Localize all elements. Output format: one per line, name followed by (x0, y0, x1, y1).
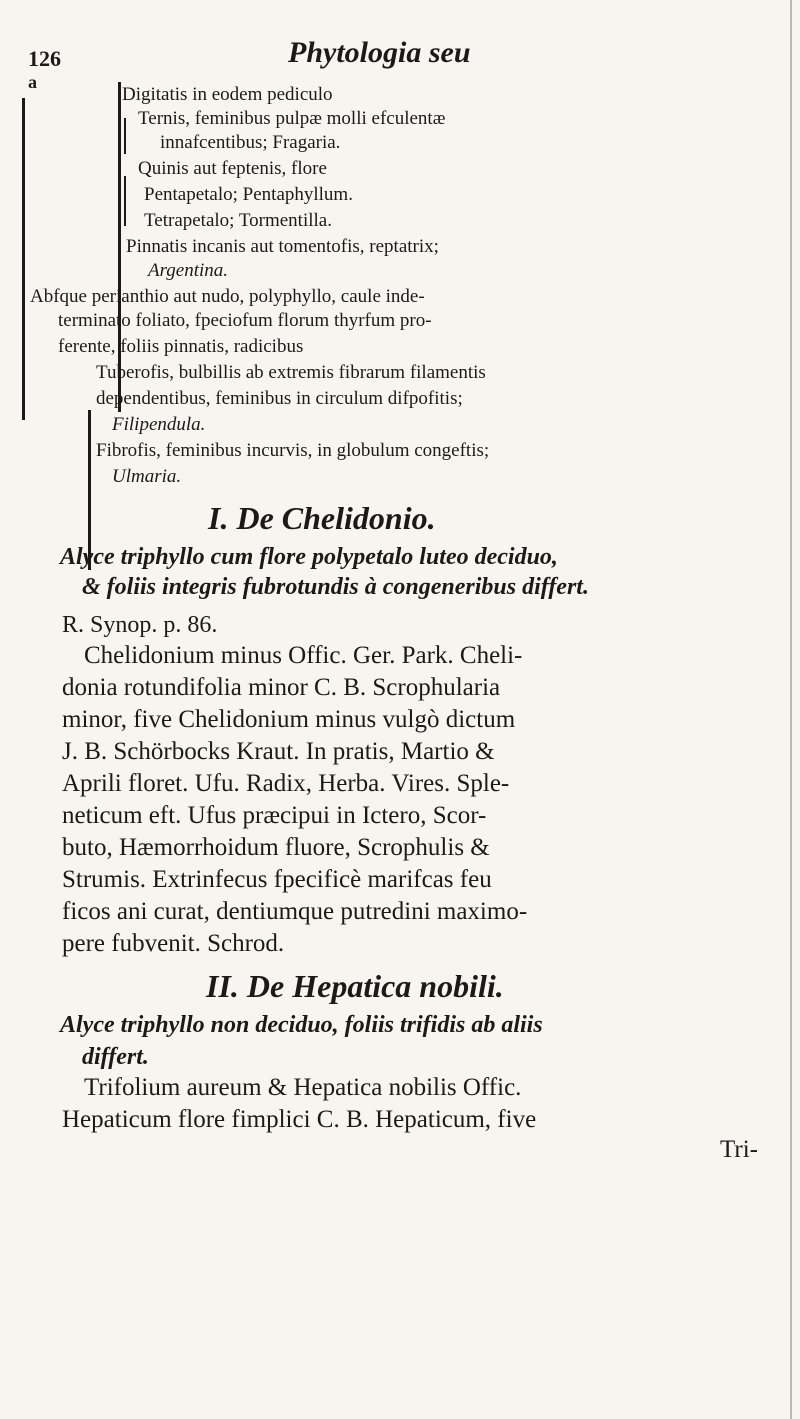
key-line-15: Fibrofis, feminibus incurvis, in globulum congeftis; (96, 440, 490, 461)
section1-body-line-9: Strumis. Extrinfecus fpecificè marifcas feu (62, 866, 492, 893)
key-line-1: Digitatis in eodem pediculo (122, 84, 333, 105)
section1-body-line-8: buto, Hæmorrhoidum fluore, Scrophulis & (62, 834, 490, 861)
key-brace-outer (22, 98, 25, 420)
key-line-10: terminato foliato, fpeciofum florum thyrfum pro- (58, 310, 432, 331)
section2-body-line-1: Trifolium aureum & Hepatica nobilis Offic. (84, 1074, 522, 1101)
side-letter: a (28, 72, 37, 92)
section1-body-line-4: minor, five Chelidonium minus vulgò dictum (62, 706, 516, 733)
section2-desc-line2: differt. (82, 1044, 149, 1070)
catchword: Tri- (720, 1136, 758, 1163)
section1-body-line-2: Chelidonium minus Offic. Ger. Park. Cheli- (84, 642, 523, 669)
section1-heading: I. De Chelidonio. (208, 500, 436, 536)
key-line-7: Pinnatis incanis aut tomentofis, reptatrix; (126, 236, 439, 257)
key-line-14: Filipendula. (112, 414, 206, 435)
key-line-3: innafcentibus; Fragaria. (160, 132, 341, 153)
key-line-4: Quinis aut feptenis, flore (138, 158, 327, 179)
section2-desc-line1: Alyce triphyllo non deciduo, foliis trifidis ab aliis (60, 1012, 543, 1038)
section1-desc-line2: & foliis integris fubrotundis à congeneribus differt. (82, 574, 589, 600)
key-line-2: Ternis, feminibus pulpæ molli efculentæ (138, 108, 446, 129)
section1-body-line-7: neticum eft. Ufus præcipui in Ictero, Scor- (62, 802, 487, 829)
key-line-8: Argentina. (148, 260, 229, 281)
key-brace-quinis (124, 176, 126, 226)
section2-heading: II. De Hepatica nobili. (206, 968, 504, 1004)
key-line-6: Tetrapetalo; Tormentilla. (144, 210, 332, 231)
running-title: Phytologia seu (288, 36, 471, 69)
key-brace-ternis (124, 118, 126, 154)
key-line-16: Ulmaria. (112, 466, 182, 487)
key-line-11: ferente, foliis pinnatis, radicibus (58, 336, 304, 357)
section1-body-line-11: pere fubvenit. Schrod. (62, 930, 285, 957)
section1-body-line-1: R. Synop. p. 86. (62, 612, 218, 638)
key-line-9: Abfque perianthio aut nudo, polyphyllo, caule inde- (30, 286, 425, 307)
section1-body-line-5: J. B. Schörbocks Kraut. In pratis, Martio & (62, 738, 495, 765)
key-line-5: Pentapetalo; Pentaphyllum. (144, 184, 353, 205)
section1-body-line-6: Aprili floret. Ufu. Radix, Herba. Vires. Sple- (62, 770, 510, 797)
section1-body-line-10: ficos ani curat, dentiumque putredini maximo- (62, 898, 528, 925)
section1-desc-line1: Alyce triphyllo cum flore polypetalo luteo deciduo, (60, 544, 558, 570)
page-edge-shadow (790, 0, 792, 1419)
section1-body-line-3: donia rotundifolia minor C. B. Scrophularia (62, 674, 501, 701)
key-line-12: Tuberofis, bulbillis ab extremis fibrarum filamentis (96, 362, 486, 383)
page-number: 126 (28, 46, 61, 71)
key-line-13: dependentibus, feminibus in circulum difpofitis; (96, 388, 463, 409)
section2-body-line-2: Hepaticum flore fimplici C. B. Hepaticum, five (62, 1106, 537, 1133)
